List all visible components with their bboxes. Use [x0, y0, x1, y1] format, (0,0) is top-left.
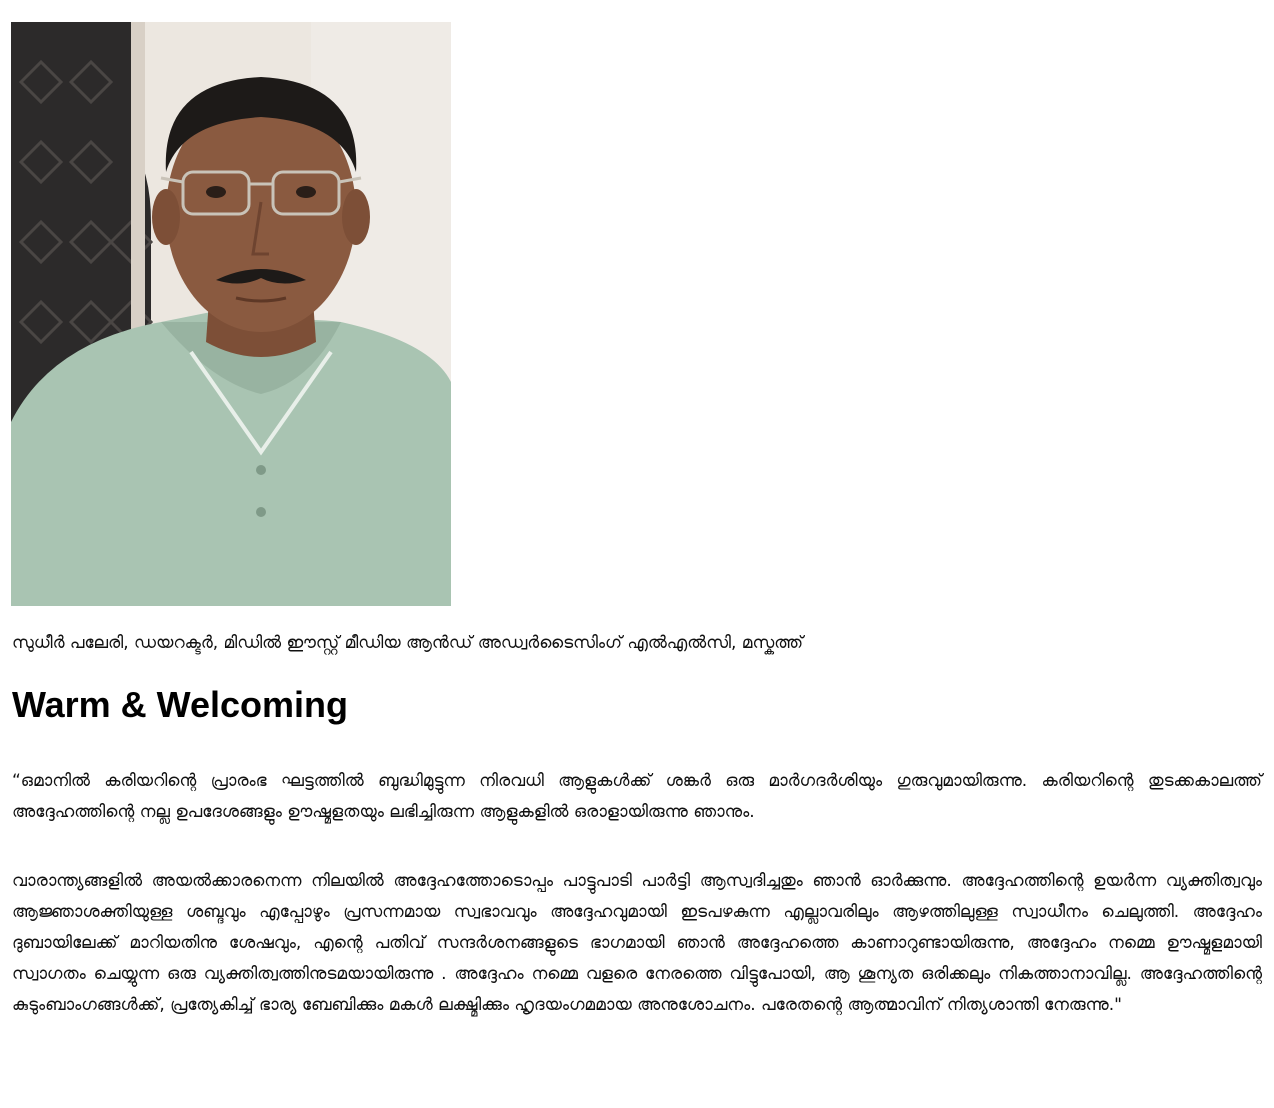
- portrait-photo: [11, 22, 451, 606]
- quote-paragraph-2: വാരാന്ത്യങ്ങളിൽ അയൽക്കാരനെന്ന നിലയിൽ അദ്ദേഹത്തോടൊപ്പം പാട്ടുപാടി പാർട്ടി ആസ്വദിച്ചതും ഞാൻ ഓർക്കുന്നു. അദ്ദേഹത്തിന്റെ ഉയർന്ന വ്യക്തിത്വവും ആജ്ഞാശക്തിയുള്ള ശബ്ദവും എപ്പോഴും പ്രസന്നമായ സ്വഭാവവും അദ്ദേഹവുമായി ഇടപഴകുന്ന എല്ലാവരിലും ആഴത്തിലുള്ള സ്വാധീനം ചെലുത്തി. അദ്ദേഹം ദുബായിലേക്ക് മാറിയതിനു ശേഷവും, എന്റെ പതിവ് സന്ദർശനങ്ങളുടെ ഭാഗമായി ഞാൻ അദ്ദേഹത്തെ കാണാറുണ്ടായിരുന്നു, അദ്ദേഹം നമ്മെ ഊഷ്മളമായി സ്വാഗതം ചെയ്യുന്ന ഒരു വ്യക്തിത്വത്തിനുടമയായിരുന്നു . അദ്ദേഹം നമ്മെ വളരെ നേരത്തെ വിട്ടുപോയി, ആ ശൂന്യത ഒരിക്കലും നികത്താനാവില്ല. അദ്ദേഹത്തിന്റെ കുടുംബാംഗങ്ങൾക്ക്, പ്രത്യേകിച്ച് ഭാര്യ ബേബിക്കും മകൾ ലക്ഷ്മിക്കും ഹൃദയംഗമമായ അനുശോചനം. പരേതന്റെ ആത്മാവിന് നിത്യശാന്തി നേരുന്നു.": [12, 871, 1262, 1015]
- portrait-illustration: [11, 22, 451, 606]
- section-title: Warm & Welcoming: [12, 684, 349, 725]
- photo-caption: സുധീർ പലേരി, ഡയറക്ടർ, മിഡിൽ ഈസ്റ്റ് മീഡിയ ആൻഡ് അഡ്വർടൈസിംഗ് എൽഎൽസി, മസ്കത്ത്: [12, 633, 804, 653]
- quote-paragraph-1: “ഒമാനിൽ കരിയറിന്റെ പ്രാരംഭ ഘട്ടത്തിൽ ബുദ്ധിമുട്ടുന്ന നിരവധി ആളുകൾക്ക് ശങ്കർ ഒരു മാർഗദർശിയും ഗുരുവുമായിരുന്നു. കരിയറിന്റെ തുടക്കകാലത്ത് അദ്ദേഹത്തിന്റെ നല്ല ഉപദേശങ്ങളും ഊഷ്മളതയും ലഭിച്ചിരുന്ന ആളുകളിൽ ഒരാളായിരുന്നു ഞാനും.: [12, 771, 1262, 822]
